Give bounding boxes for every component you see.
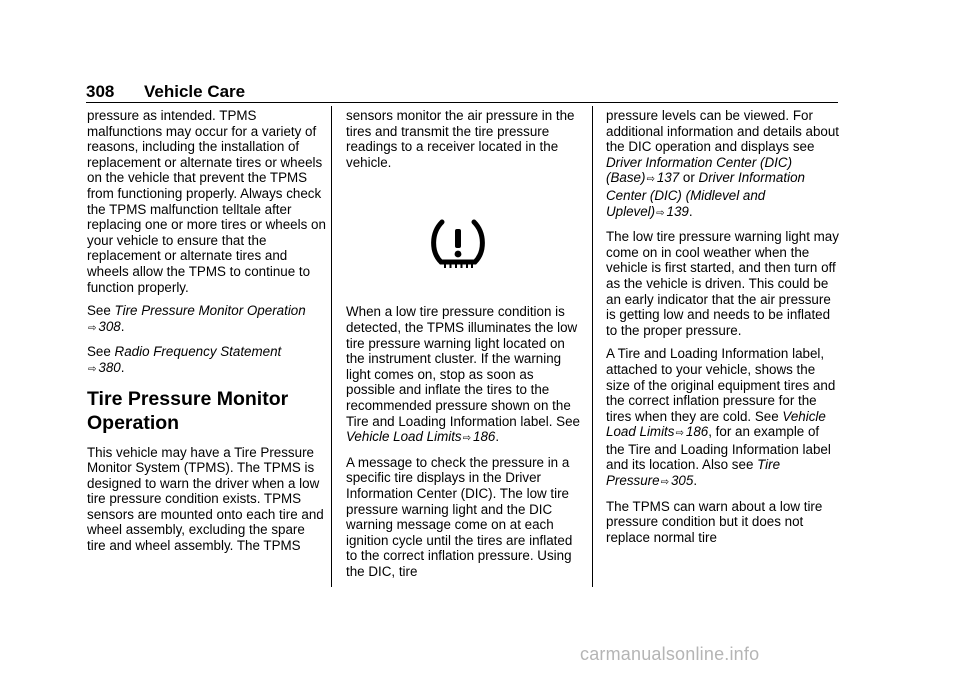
- page-ref-icon: ⇨: [88, 322, 97, 334]
- paragraph: When a low tire pressure condition is detected, the TPMS illuminates the low tire pressure warning light located on the instrument cluster. If the warning light comes on, stop as soon as possible and inflate the tires to the recommended pressure shown on the Tire and Loading Information label. See Vehicle Load Limits⇨ 186.: [346, 304, 580, 445]
- page-ref[interactable]: 380: [98, 359, 121, 375]
- page-ref-icon: ⇨: [646, 174, 655, 186]
- xref-link[interactable]: Vehicle Load Limits: [346, 429, 462, 445]
- column-divider-1: [331, 106, 332, 587]
- page-ref-icon: ⇨: [675, 428, 684, 440]
- paragraph: The TPMS can warn about a low tire pressure condition but it does not replace normal tire: [606, 498, 823, 545]
- watermark: carmanualsonline.info: [580, 644, 760, 664]
- section-heading: Tire Pressure Monitor Operation: [87, 387, 289, 434]
- page-number: 308: [86, 82, 115, 101]
- page-ref[interactable]: 137: [656, 170, 680, 186]
- page-ref[interactable]: 139: [666, 203, 689, 219]
- page-ref-icon: ⇨: [660, 477, 669, 489]
- paragraph: pressure as intended. TPMS malfunctions may occur for a variety of reasons, including the installation of replacement or alternate tires or wheels on the vehicle that prevent the TPMS from functioning properly. Always check the TPMS malfunction telltale after replacing one or more tires or wheels on your vehicle to ensure that the replacement or alternate tires and wheels allow the TPMS to continue to function properly.: [87, 108, 326, 295]
- see-also-radio-frequency: See Radio Frequency Statement ⇨ 380.: [87, 344, 282, 375]
- page-ref[interactable]: 308: [98, 318, 121, 334]
- see-also-tpms-operation: See Tire Pressure Monitor Operation ⇨ 308.: [87, 303, 306, 334]
- xref-link[interactable]: Radio Frequency Statement: [114, 344, 282, 360]
- page-ref[interactable]: 186: [473, 429, 496, 445]
- page-ref[interactable]: 305: [670, 473, 694, 489]
- page-ref-icon: ⇨: [88, 363, 97, 375]
- xref-link[interactable]: Driver Information Center (DIC) (Base): [606, 154, 793, 186]
- header-rule: [86, 102, 838, 103]
- tire-pressure-warning-icon: [428, 218, 488, 270]
- paragraph: The low tire pressure warning light may come on in cool weather when the vehicle is first started, and then turn off as the vehicle is driven. This could be an early indicator that the air pressure is getting low and needs to be inflated to the proper pressure.: [606, 229, 839, 338]
- column-3: [606, 108, 840, 553]
- page-ref-icon: ⇨: [656, 207, 665, 219]
- column-divider-2: [592, 106, 593, 587]
- paragraph: sensors monitor the air pressure in the tires and transmit the tire pressure readings to a receiver located in the vehicle.: [346, 108, 575, 170]
- xref-link[interactable]: Tire Pressure Monitor Operation: [114, 303, 306, 319]
- xref-link[interactable]: Vehicle Load Limits: [606, 408, 826, 440]
- section-title: Vehicle Care: [144, 82, 246, 101]
- xref-link[interactable]: Tire Pressure: [606, 457, 781, 489]
- page-ref[interactable]: 186: [685, 424, 709, 440]
- page-ref-icon: ⇨: [462, 433, 472, 445]
- paragraph: This vehicle may have a Tire Pressure Monitor System (TPMS). The TPMS is designed to warn the driver when a low tire pressure condition exists. TPMS sensors are mounted onto each tire and wheel assembly, excluding the spare tire and wheel assembly. The TPMS: [87, 444, 324, 554]
- column-1: [87, 108, 327, 562]
- xref-link[interactable]: Driver Information Center (DIC) (Midlevel and Uplevel): [606, 170, 805, 219]
- page-header: [86, 82, 840, 102]
- paragraph: A message to check the pressure in a specific tire displays in the Driver Information Center (DIC). The low tire pressure warning light and the DIC warning message come on at each ignition cycle until the tires are inflated to the correct inflation pressure. Using the DIC, tire: [346, 454, 573, 579]
- column-2: [346, 108, 584, 587]
- paragraph: A Tire and Loading Information label, attached to your vehicle, shows the size of the original equipment tires and the correct inflation pressure for the tires when they are cold. See Vehicle Load Limits⇨ 186, for an example of the Tire and Loading Information label and its location. Also see Tire Pressure⇨ 305.: [606, 346, 836, 489]
- paragraph: pressure levels can be viewed. For additional information and details about the DIC operation and displays see Driver Information Center (DIC) (Base)⇨ 137 or Driver Information Center (DIC) (Midlevel and Uplevel)⇨ 139.: [606, 108, 840, 219]
